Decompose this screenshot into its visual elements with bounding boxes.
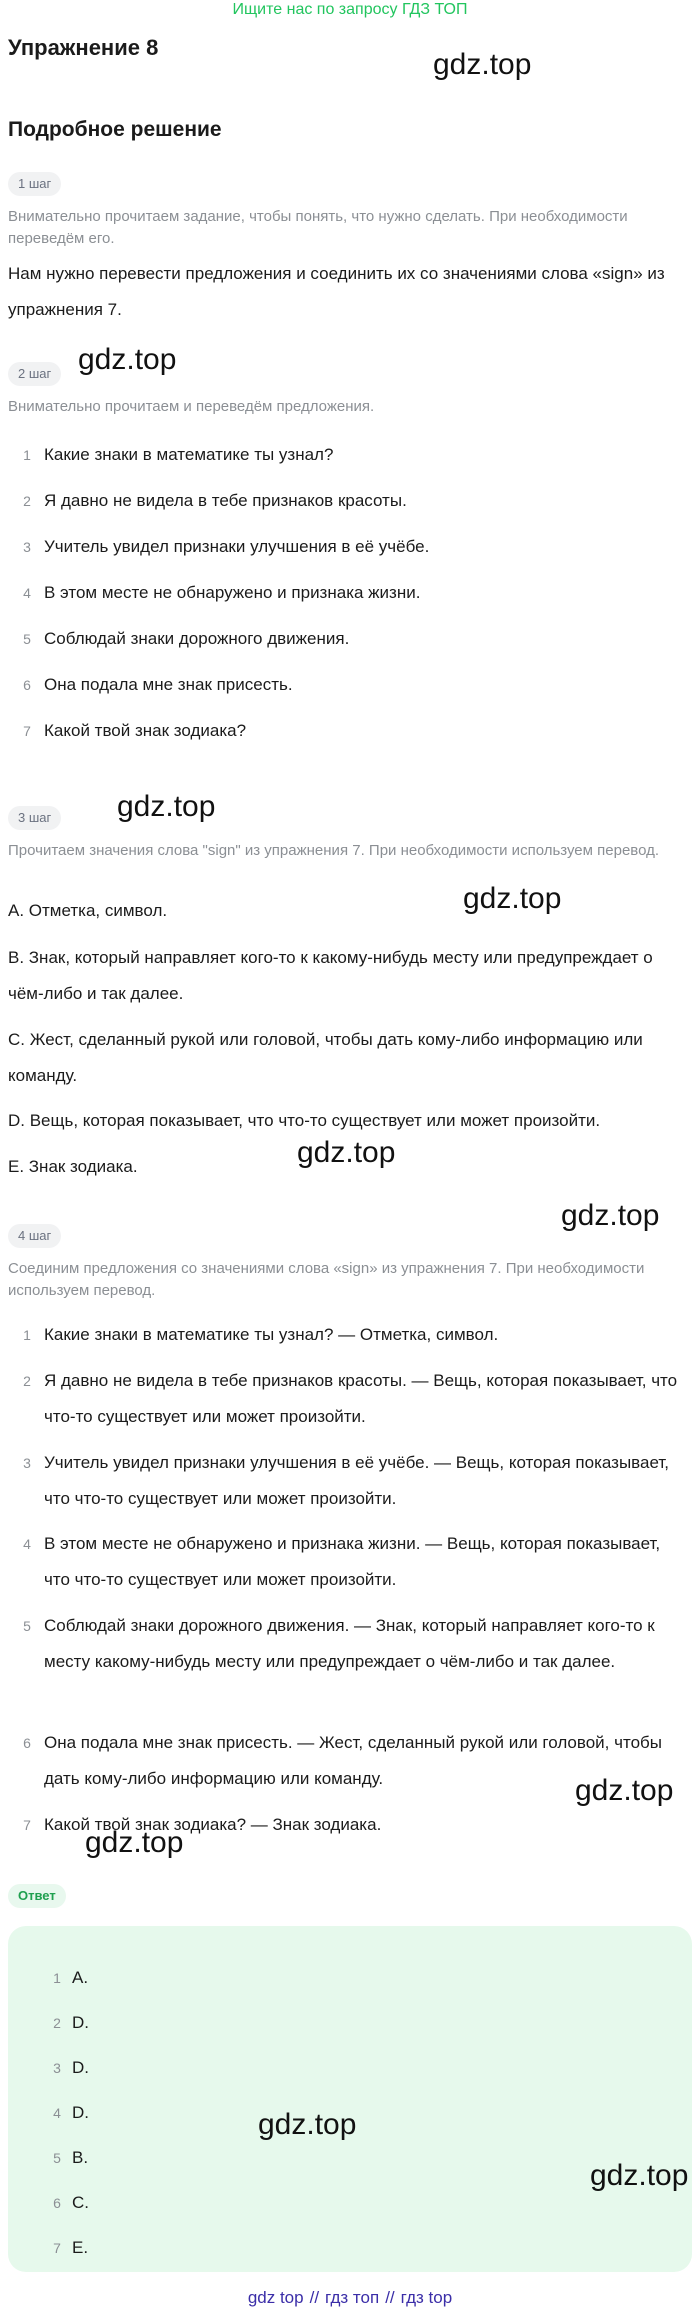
item-number: 4 [23,585,31,601]
search-hint-banner: Ищите нас по запросу ГДЗ ТОП [232,1,468,18]
item-text: В этом месте не обнаружено и признака жизни. [44,583,421,602]
item-number: 2 [23,1373,31,1389]
step-badge: 4 шаг [8,1224,61,1248]
meaning-c: C. Жест, сделанный рукой или головой, чтобы дать кому-либо информацию или команду. [8,1030,643,1085]
meaning-e: E. Знак зодиака. [8,1157,138,1176]
step-badge: 2 шаг [8,362,61,386]
item-number: 1 [23,447,31,463]
item-number: 2 [23,493,31,509]
watermark: gdz.top [561,1199,660,1232]
item-text: Я давно не видела в тебе признаков красоты. [44,491,407,510]
watermark: gdz.top [575,1774,674,1807]
item-text: D. [72,2058,89,2077]
item-text: Учитель увидел признаки улучшения в её учёбе. [44,537,430,556]
footer-separator: // [385,2288,395,2307]
meaning-a: A. Отметка, символ. [8,901,168,920]
item-number: 1 [53,1970,61,1986]
watermark: gdz.top [258,2108,357,2141]
item-text: E. [72,2238,89,2257]
item-number: 1 [23,1327,31,1343]
item-text: В этом месте не обнаружено и признака жизни. — Вещь, которая показывает, что что-то существует или может произойти. [44,1534,661,1589]
item-number: 7 [53,2240,61,2256]
item-text: C. [72,2193,89,2212]
section-title: Подробное решение [8,118,222,141]
item-text: Какой твой знак зодиака? — Знак зодиака. [44,1815,382,1834]
footer-link[interactable]: гдз топ [325,2288,380,2307]
watermark: gdz.top [297,1136,396,1169]
item-number: 6 [23,1735,31,1751]
item-number: 4 [53,2105,61,2121]
item-text: D. [72,2013,89,2032]
watermark: gdz.top [590,2159,689,2192]
footer-link[interactable]: гдз top [400,2288,453,2307]
watermark: gdz.top [117,790,216,823]
footer-links [0,2287,700,2309]
item-text: Она подала мне знак присесть. — Жест, сделанный рукой или головой, чтобы дать кому-либо информацию или команду. [44,1733,662,1788]
item-text: D. [72,2103,89,2122]
step-badge: 3 шаг [8,806,61,830]
watermark: gdz.top [78,343,177,376]
item-number: 4 [23,1536,31,1552]
item-number: 7 [23,723,31,739]
watermark: gdz.top [463,882,562,915]
item-text: B. [72,2148,89,2167]
step-badge: 1 шаг [8,172,61,196]
item-number: 5 [53,2150,61,2166]
item-number: 6 [23,677,31,693]
item-text: Какие знаки в математике ты узнал? — Отметка, символ. [44,1325,499,1344]
item-number: 5 [23,631,31,647]
item-text: Учитель увидел признаки улучшения в её учёбе. — Вещь, которая показывает, что что-то существует или может произойти. [44,1453,669,1508]
item-text: Соблюдай знаки дорожного движения. [44,629,350,648]
item-text: A. [72,1968,89,1987]
item-number: 3 [23,539,31,555]
item-number: 3 [23,1455,31,1471]
item-number: 2 [53,2015,61,2031]
step-note: Соединим предложения со значениями слова «sign» из упражнения 7. При необходимости используем перевод. [8,1260,645,1299]
step-note: Прочитаем значения слова "sign" из упражнения 7. При необходимости используем перевод. [8,842,660,859]
page-title: Упражнение 8 [8,35,159,60]
item-text: Я давно не видела в тебе признаков красоты. — Вещь, которая показывает, что что-то существует или может произойти. [44,1371,678,1426]
step-text: Нам нужно перевести предложения и соединить их со значениями слова «sign» из упражнения 7. [8,264,665,319]
watermark: gdz.top [433,48,532,81]
step-note: Внимательно прочитаем задание, чтобы понять, что нужно сделать. При необходимости переведём его. [8,208,628,247]
footer-separator: // [309,2288,320,2307]
step-note: Внимательно прочитаем и переведём предложения. [8,398,375,415]
watermark: gdz.top [85,1826,184,1859]
item-number: 3 [53,2060,61,2076]
meaning-b: B. Знак, который направляет кого-то к какому-нибудь месту или предупреждает о чём-либо и так далее. [8,948,653,1003]
item-text: Она подала мне знак присесть. [44,675,293,694]
item-number: 6 [53,2195,61,2211]
answer-box [8,1926,692,2272]
item-text: Какие знаки в математике ты узнал? [44,445,334,464]
item-text: Соблюдай знаки дорожного движения. — Знак, который направляет кого-то к месту какому-нибудь месту или предупреждает о чём-либо и так далее. [44,1616,655,1671]
item-number: 5 [23,1618,31,1634]
item-text: Какой твой знак зодиака? [44,721,247,740]
meaning-d: D. Вещь, которая показывает, что что-то существует или может произойти. [8,1111,601,1130]
answer-badge: Ответ [8,1884,66,1908]
footer-link[interactable]: gdz top [247,2288,304,2307]
item-number: 7 [23,1817,31,1833]
